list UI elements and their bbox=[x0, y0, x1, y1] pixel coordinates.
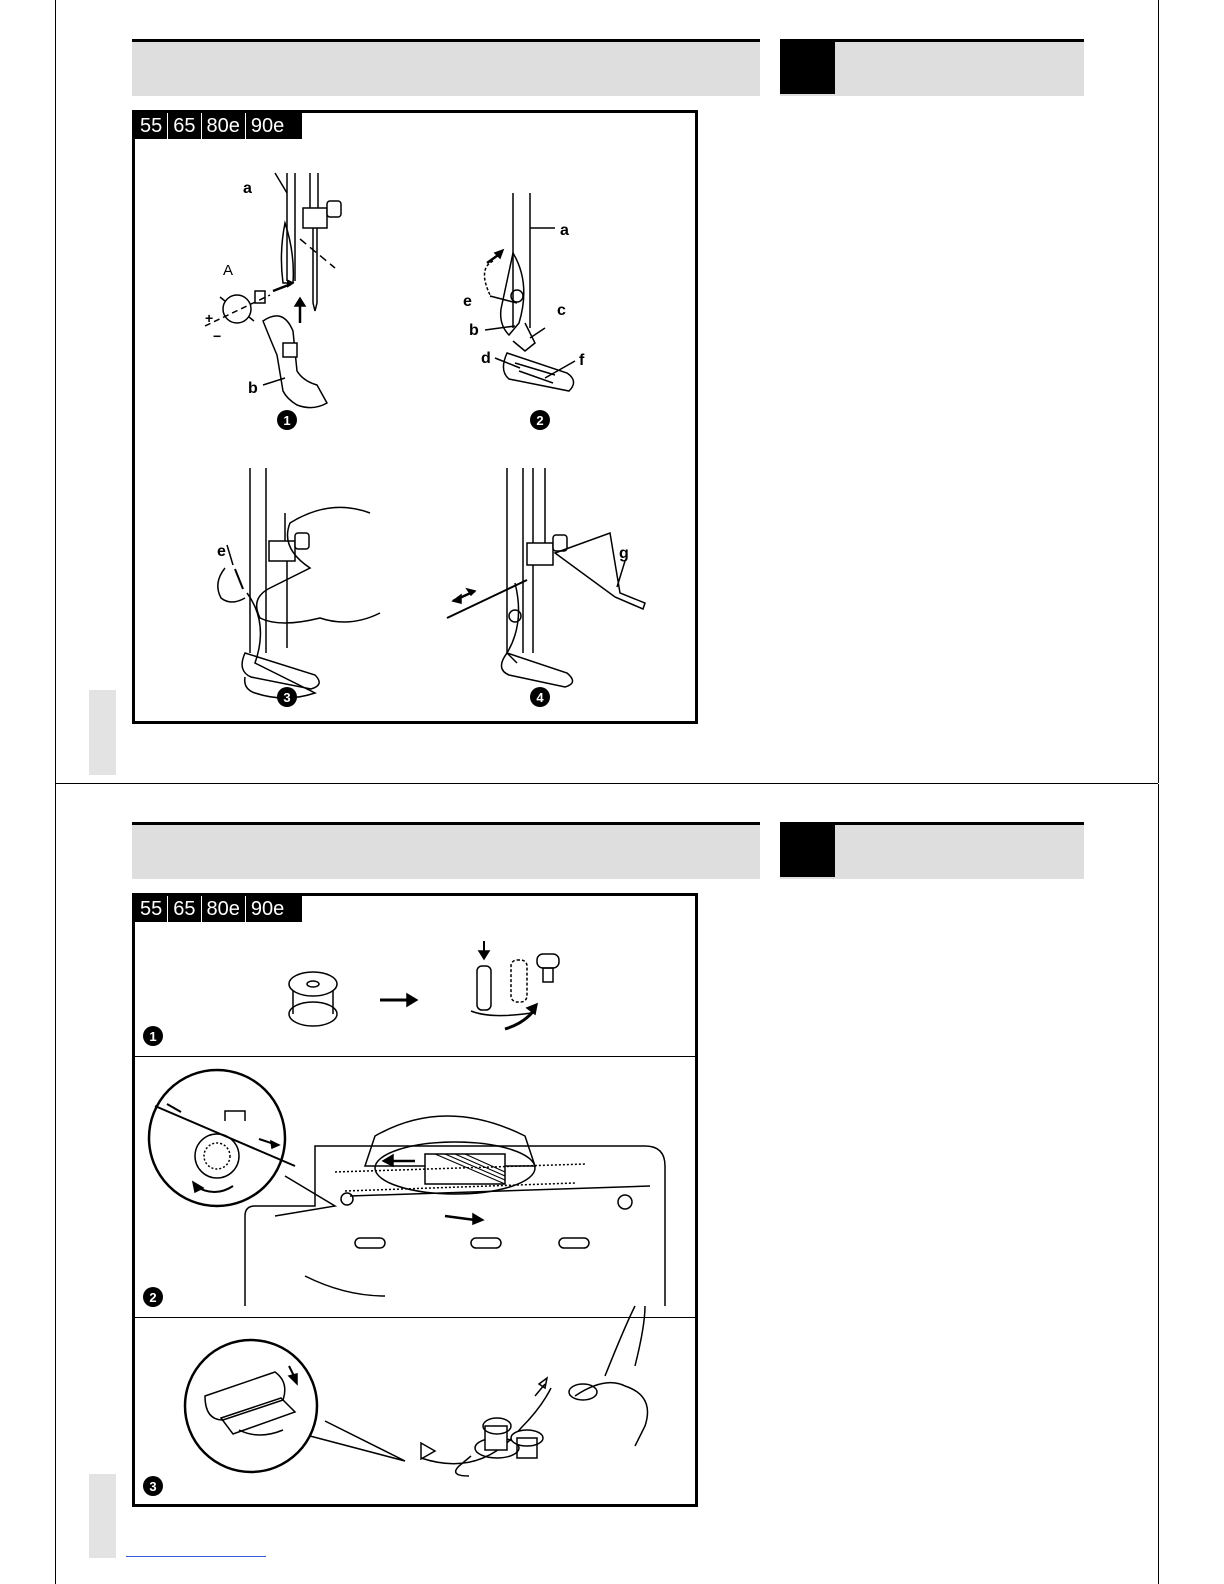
page-2-section-marker bbox=[780, 824, 835, 877]
presser-foot-figure bbox=[132, 110, 698, 724]
model-tag: 80e bbox=[202, 113, 246, 139]
label-e: e bbox=[217, 543, 226, 560]
svg-text:3: 3 bbox=[149, 1479, 157, 1494]
svg-text:1: 1 bbox=[283, 413, 291, 428]
panel1-illustration bbox=[289, 941, 559, 1029]
label-minus: − bbox=[213, 328, 222, 344]
step-number bbox=[143, 1287, 163, 1307]
label-f: f bbox=[579, 352, 585, 369]
label-c: c bbox=[557, 302, 566, 319]
page-1-section-marker bbox=[780, 41, 835, 94]
svg-text:3: 3 bbox=[283, 690, 291, 705]
step-number bbox=[143, 1026, 163, 1046]
label-d: d bbox=[481, 350, 491, 367]
model-tag: 90e bbox=[250, 115, 285, 137]
step-number bbox=[277, 687, 297, 707]
label-b: b bbox=[248, 380, 258, 397]
bobbin-winding-illustrations bbox=[135, 896, 695, 1504]
label-g: g bbox=[619, 545, 629, 562]
panel2-illustration bbox=[149, 1070, 665, 1306]
label-b: b bbox=[469, 322, 479, 339]
panel3-illustration bbox=[185, 1306, 648, 1476]
model-tag: 90e bbox=[250, 898, 285, 920]
step4-illustration bbox=[447, 468, 645, 687]
step-number bbox=[530, 410, 550, 430]
step-number bbox=[143, 1476, 163, 1496]
step1-illustration bbox=[205, 173, 341, 408]
svg-text:1: 1 bbox=[149, 1029, 157, 1044]
page-1-side-tab bbox=[89, 690, 116, 775]
label-plus: + bbox=[205, 310, 214, 326]
model-tag: 65 bbox=[168, 113, 201, 139]
model-tag: 65 bbox=[168, 896, 201, 922]
footer-link-underline[interactable] bbox=[126, 1556, 266, 1557]
label-a: a bbox=[560, 222, 569, 239]
label-a: a bbox=[243, 180, 252, 197]
page-2-side-tab bbox=[89, 1474, 116, 1558]
presser-foot-illustrations bbox=[135, 113, 695, 721]
step-number bbox=[277, 410, 297, 430]
svg-text:2: 2 bbox=[149, 1290, 157, 1305]
model-tag: 55 bbox=[135, 896, 168, 922]
step3-illustration bbox=[218, 468, 380, 698]
label-A: A bbox=[223, 262, 234, 279]
svg-text:4: 4 bbox=[536, 690, 544, 705]
page-2-title-band bbox=[132, 822, 760, 879]
model-tag: 80e bbox=[202, 896, 246, 922]
svg-text:2: 2 bbox=[536, 413, 544, 428]
page-1-title-band bbox=[132, 39, 760, 96]
step-number bbox=[530, 687, 550, 707]
label-e: e bbox=[463, 293, 472, 310]
model-tag: 55 bbox=[135, 113, 168, 139]
bobbin-winding-figure bbox=[132, 893, 698, 1507]
